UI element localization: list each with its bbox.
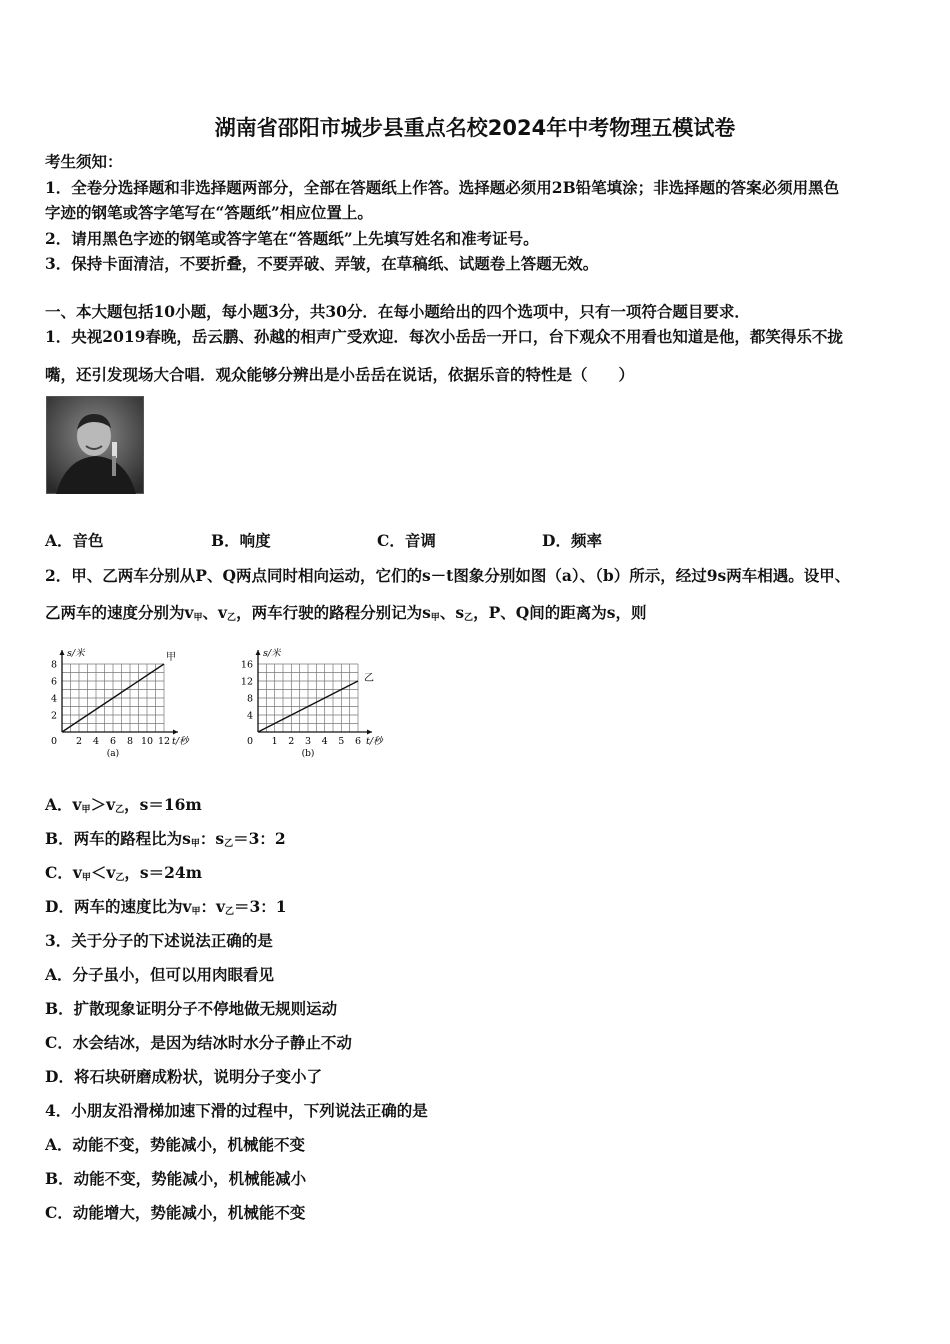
y-tick-label: 16 (240, 659, 253, 671)
q1-option-c[interactable]: C．音调 (377, 531, 436, 550)
graph-caption: (a) (106, 749, 120, 759)
notice-heading: 考生须知： (45, 152, 123, 171)
x-tick-label: 4 (92, 736, 100, 747)
y-tick-label: 2 (50, 710, 57, 722)
q3-option-a[interactable]: A．分子虽小，但可以用肉眼看见 (45, 965, 275, 984)
section-1-heading: 一、本大题包括10小题，每小题3分，共30分．在每小题给出的四个选项中，只有一项符合题目要求． (45, 302, 750, 321)
q2-option-d[interactable]: D．两车的速度比为$v_甲$：$v_乙=3$：1 (45, 897, 287, 917)
graph-a (44, 634, 214, 760)
graph-b (236, 634, 412, 760)
q1-photo (46, 396, 144, 494)
x-axis-label: t/秒 (366, 736, 383, 747)
y-tick-label: 6 (50, 676, 57, 688)
y-tick-label: 12 (240, 676, 253, 688)
x-tick-label: 3 (304, 736, 312, 747)
x-tick-label: 0 (50, 736, 58, 747)
x-tick-label: 2 (75, 736, 83, 747)
q3-option-c[interactable]: C．水会结冰，是因为结冰时水分子静止不动 (45, 1033, 352, 1052)
page-title: 湖南省邵阳市城步县重点名校2024年中考物理五模试卷 (214, 116, 736, 140)
x-tick-label: 6 (109, 736, 117, 747)
q2-stem-line-1: 2．甲、乙两车分别从P、Q两点同时相向运动，它们的s－t图象分别如图（a）、（b）所示，经过9s两车相遇。设甲、 (45, 566, 851, 585)
q4-option-b[interactable]: B．动能不变，势能减小，机械能减小 (45, 1169, 307, 1188)
notice-item-1-line-2: 字迹的钢笔或答字笔写在“答题纸”相应位置上。 (45, 203, 373, 222)
q4-stem: 4．小朋友沿滑梯加速下滑的过程中，下列说法正确的是 (45, 1101, 428, 1120)
x-tick-label: 8 (126, 736, 134, 747)
x-tick-label: 10 (140, 736, 154, 747)
x-axis-arrow (367, 730, 372, 735)
x-tick-label: 5 (338, 736, 345, 747)
x-tick-label: 0 (246, 736, 254, 747)
y-tick-label: 8 (246, 693, 253, 705)
y-axis-arrow (256, 650, 261, 655)
notice-item-2: 2．请用黑色字迹的钢笔或答字笔在“答题纸”上先填写姓名和准考证号。 (45, 229, 539, 248)
q1-stem-line-1: 1．央视2019春晚，岳云鹏、孙越的相声广受欢迎．每次小岳岳一开口，台下观众不用看也知道是他，都笑得乐不拢 (45, 327, 843, 346)
q1-option-b[interactable]: B．响度 (211, 531, 271, 550)
x-tick-label: 1 (271, 736, 278, 747)
series-label: 甲 (166, 652, 176, 663)
y-axis-label: s/米 (263, 648, 281, 659)
notice-item-3: 3．保持卡面清洁，不要折叠，不要弄破、弄皱，在草稿纸、试题卷上答题无效。 (45, 254, 599, 273)
q3-option-d[interactable]: D．将石块研磨成粉状，说明分子变小了 (45, 1067, 322, 1086)
q4-option-c[interactable]: C．动能增大，势能减小，机械能不变 (45, 1203, 306, 1222)
q3-stem: 3．关于分子的下述说法正确的是 (45, 931, 273, 950)
q1-stem-line-2: 嘴，还引发现场大合唱．观众能够分辨出是小岳岳在说话，依据乐音的特性是（ ） (45, 365, 635, 384)
y-tick-label: 8 (50, 659, 57, 671)
y-tick-label: 4 (246, 710, 253, 722)
x-tick-label: 6 (354, 736, 362, 747)
x-tick-label: 12 (157, 736, 171, 747)
q2-option-b[interactable]: B．两车的路程比为$s_甲$：$s_乙=3$：2 (45, 829, 286, 849)
q2-option-a[interactable]: A．$v_甲>v_乙$，s＝16m (45, 795, 202, 815)
q1-option-a[interactable]: A．音色 (45, 531, 104, 550)
q2-stem-line-2: 乙两车的速度分别为$v_甲$、$v_乙$，两车行驶的路程分别记为$s_甲$、$s_乙$，P、Q间的距离为s，则 (45, 603, 647, 623)
q2-option-c[interactable]: C．$v_甲<v_乙$，s＝24m (45, 863, 203, 883)
q3-option-b[interactable]: B．扩散现象证明分子不停地做无规则运动 (45, 999, 338, 1018)
x-tick-label: 2 (288, 736, 295, 747)
x-axis-label: t/秒 (172, 736, 189, 747)
q1-option-d[interactable]: D．频率 (542, 531, 602, 550)
graph-caption: (b) (301, 749, 315, 759)
x-axis-arrow (173, 730, 178, 735)
y-axis-arrow (60, 650, 65, 655)
y-axis-label: s/米 (67, 648, 85, 659)
x-tick-label: 4 (321, 736, 328, 747)
notice-item-1-line-1: 1．全卷分选择题和非选择题两部分，全部在答题纸上作答。选择题必须用2B铅笔填涂；非选择题的答案必须用黑色 (45, 178, 840, 197)
y-tick-label: 4 (50, 693, 57, 705)
q4-option-a[interactable]: A．动能不变，势能减小，机械能不变 (45, 1135, 306, 1154)
series-label: 乙 (364, 673, 374, 684)
